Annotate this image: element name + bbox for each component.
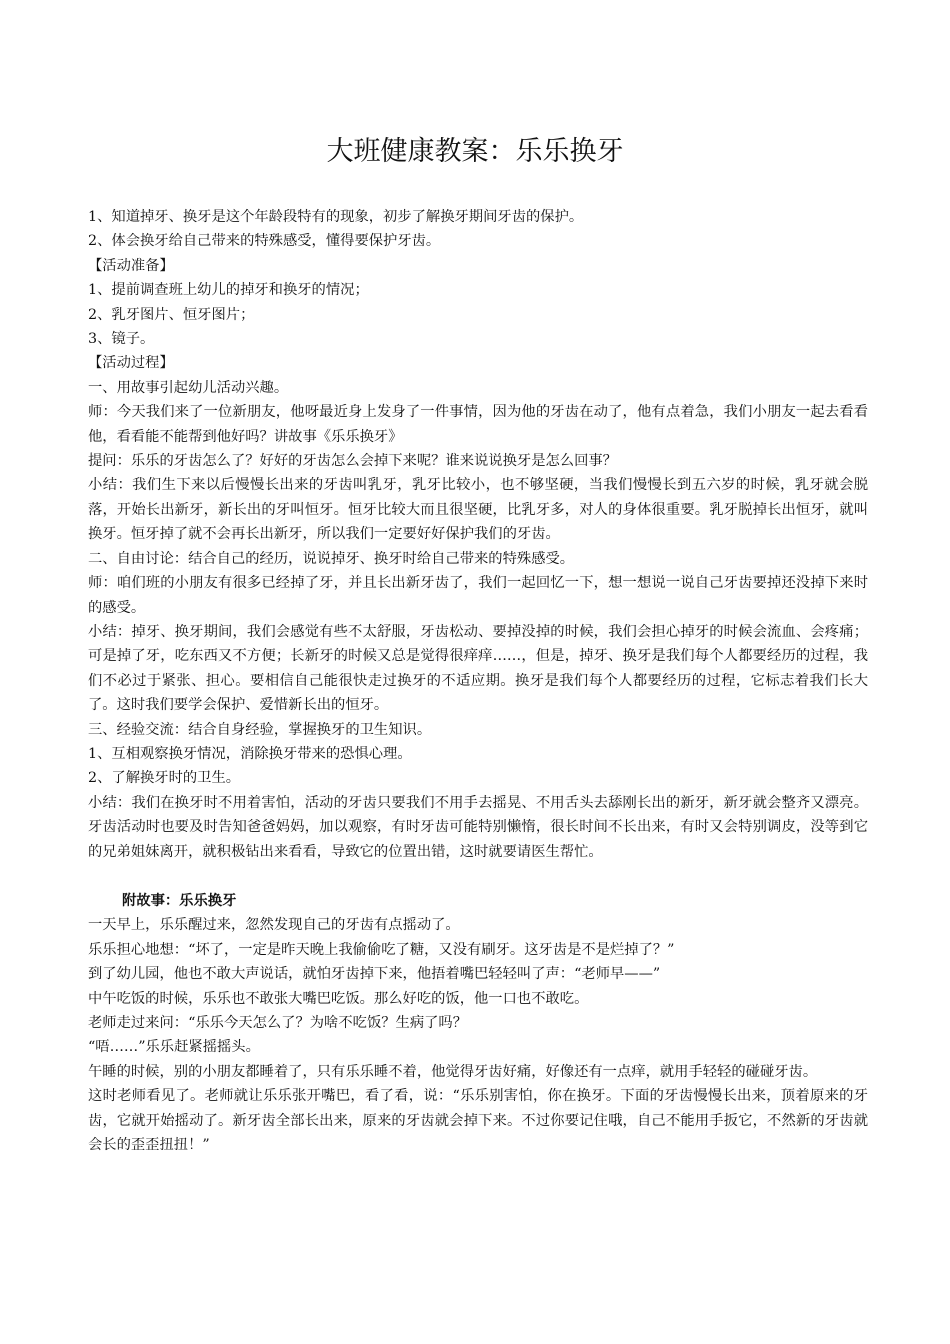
document-body [88, 205, 868, 1157]
paragraph: 1、知道掉牙、换牙是这个年龄段特有的现象，初步了解换牙期间牙齿的保护。 [88, 209, 584, 225]
story-paragraph: 这时老师看见了。老师就让乐乐张开嘴巴，看了看，说：“乐乐别害怕，你在换牙。下面的牙齿慢慢长出来，顶着原来的牙齿，它就开始摇动了。新牙齿全部长出来，原来的牙齿就会掉下来。不过你要记住哦，自己不能用手扳它，不然新的牙齿就会长的歪歪扭扭！” [88, 1088, 868, 1154]
section-heading-preparation: 【活动准备】 [88, 257, 174, 274]
paragraph: 2、了解换牙时的卫生。 [88, 770, 241, 787]
paragraph: 三、经验交流：结合自身经验，掌握换牙的卫生知识。 [88, 721, 432, 738]
paragraph: 小结：掉牙、换牙期间，我们会感觉有些不太舒服，牙齿松动、要掉没掉的时候，我们会担心掉牙的时候会流血、会疼痛；可是掉了牙，吃东西又不方便；长新牙的时候又总是觉得很痒痒……，但是，掉牙、换牙是我们每个人都要经历的过程，我们不必过于紧张、担心。要相信自己能很快走过换牙的不适应期。换牙是我们每个人都要经历的过程，它标志着我们长大了。这时我们要学会保护、爱惜新长出的恒牙。 [88, 623, 868, 714]
paragraph: 1、互相观察换牙情况，消除换牙带来的恐惧心理。 [88, 745, 412, 762]
paragraph: 提问：乐乐的牙齿怎么了？好好的牙齿怎么会掉下来呢？谁来说说换牙是怎么回事？ [88, 453, 617, 470]
story-paragraph: 到了幼儿园，他也不敢大声说话，就怕牙齿掉下来，他捂着嘴巴轻轻叫了声：“老师早——” [88, 966, 661, 983]
story-paragraph: 一天早上，乐乐醒过来，忽然发现自己的牙齿有点摇动了。 [88, 917, 460, 934]
story-paragraph: “唔……”乐乐赶紧摇摇头。 [88, 1039, 260, 1056]
paragraph: 2、乳牙图片、恒牙图片； [88, 306, 255, 323]
paragraph: 师：咱们班的小朋友有很多已经掉了牙，并且长出新牙齿了，我们一起回忆一下，想一想说一说自己牙齿要掉还没掉下来时的感受。 [88, 575, 868, 616]
paragraph: 小结：我们生下来以后慢慢长出来的牙齿叫乳牙，乳牙比较小，也不够坚硬，当我们慢慢长到五六岁的时候，乳牙就会脱落，开始长出新牙，新长出的牙叫恒牙。恒牙比较大而且很坚硬，比乳牙多，对人的身体很重要。乳牙脱掉长出恒牙，就叫换牙。恒牙掉了就不会再长出新牙，所以我们一定要好好保护我们的牙齿。 [88, 477, 868, 543]
story-title: 附故事：乐乐换牙 [122, 892, 237, 909]
paragraph: 师：今天我们来了一位新朋友，他呀最近身上发身了一件事情，因为他的牙齿在动了，他有点着急，我们小朋友一起去看看他，看看能不能帮到他好吗？讲故事《乐乐换牙》 [88, 404, 868, 445]
paragraph: 小结：我们在换牙时不用着害怕，活动的牙齿只要我们不用手去摇晃、不用舌头去舔刚长出的新牙，新牙就会整齐又漂亮。牙齿活动时也要及时告知爸爸妈妈，加以观察，有时牙齿可能特别懒惰，很长时间不长出来，有时又会特别调皮，没等到它的兄弟姐妹离开，就积极钻出来看看，导致它的位置出错，这时就要请医生帮忙。 [88, 794, 868, 860]
paragraph: 1、提前调查班上幼儿的掉牙和换牙的情况； [88, 282, 369, 299]
document-title: 大班健康教案：乐乐换牙 [326, 136, 624, 167]
paragraph: 2、体会换牙给自己带来的特殊感受，懂得要保护牙齿。 [88, 233, 441, 250]
story-paragraph: 中午吃饭的时候，乐乐也不敢张大嘴巴吃饭。那么好吃的饭，他一口也不敢吃。 [88, 990, 589, 1007]
paragraph: 一、用故事引起幼儿活动兴趣。 [88, 379, 289, 396]
story-paragraph: 午睡的时候，别的小朋友都睡着了，只有乐乐睡不着，他觉得牙齿好痛，好像还有一点痒，就用手轻轻的碰碰牙齿。 [88, 1063, 818, 1080]
paragraph: 二、自由讨论：结合自己的经历，说说掉牙、换牙时给自己带来的特殊感受。 [88, 550, 575, 567]
section-heading-process: 【活动过程】 [88, 355, 174, 372]
story-paragraph: 老师走过来问：“乐乐今天怎么了？为啥不吃饭？生病了吗？ [88, 1015, 468, 1031]
story-paragraph: 乐乐担心地想：“坏了，一定是昨天晚上我偷偷吃了糖，又没有刷牙。这牙齿是不是烂掉了？” [88, 941, 675, 958]
paragraph: 3、镜子。 [88, 331, 155, 348]
